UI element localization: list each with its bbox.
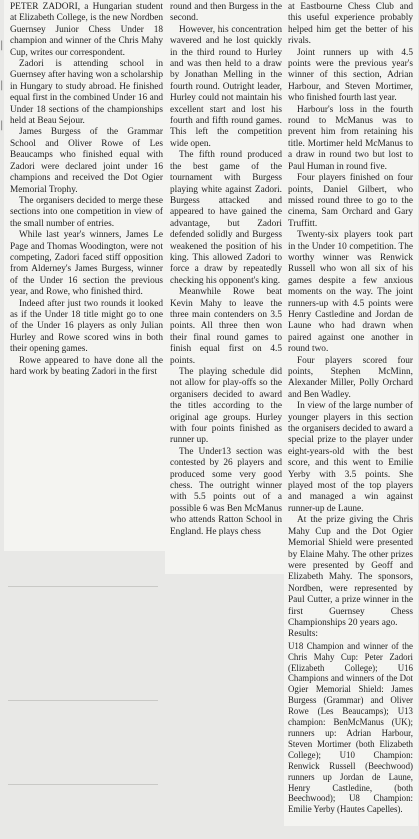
paragraph: Harbour's loss in the fourth round to McManus was to prevent him from retaining his title. Mortimer held McManus to a draw in round two but lost to Paul Human in round five. (288, 104, 413, 172)
paragraph: The fifth round produced the best game of the tournament with Burgess playing white against Zadori. Burgess attacked and appeared to have gained the advantage, but Zadori defended solidly and Burgess weakened the position of his king. This allowed Zadori to force a draw by repeatedly checking his opponent's king. (170, 150, 282, 286)
lead-paragraph: PETER ZADORI, a Hungarian student at Elizabeth College, is the new Nordben Guernsey Junior Chess Under 18 champion and winner of the Chris Mahy Cup, writes our correspondent. (10, 2, 163, 58)
article-column-2 (165, 0, 285, 574)
results-heading: Results: (288, 629, 318, 640)
margin-mark: | (0, 40, 4, 51)
paragraph: round and then Burgess in the second. (170, 2, 282, 24)
paragraph: Zadori is attending school in Guernsey after having won a scholarship in Hungary to study abroad. He finished equal first in the combined Under 16 and Under 18 sections of the championships held at Beau Sejour. (10, 59, 163, 127)
paragraph: Four players finished on four points, Daniel Gilbert, who missed round three to go to the cinema, Sam Orchard and Gary Truffitt. (288, 173, 413, 229)
margin-mark: | (0, 120, 4, 131)
paragraph: The playing schedule did not allow for play-offs so the organisers decided to award the titles according to the original age groups. Hurley with four points finished as runner up. (170, 367, 282, 446)
paragraph: While last year's winners, James Le Page and Thomas Woodington, were not competing, Zadori faced stiff opposition from Alderney's James Burgess, winner of the Under 16 section the previous year, and Rowe, who finished third. (10, 230, 163, 298)
paragraph: In view of the large number of younger players in this section the organisers decided to award a special prize to the player under eight-years-old with the best score, and this went to Emilie Yerby with 3.5 points. She played most of the top players and managed a win against runner-up de Laune. (288, 401, 413, 514)
scan-crease-line (8, 586, 158, 587)
paragraph: However, his concentration wavered and he lost quickly in the third round to Hurley and was then held to a draw by Jonathan Melling in the fourth round. Outright leader, Hurley could not maintain his excellent start and lost his fourth and fifth round games. This left the competition wide open. (170, 24, 282, 149)
paragraph: Joint runners up with 4.5 points were the previous year's winner of this section, Adrian Harbour, and Steven Mortimer, who finished fourth last year. (288, 47, 413, 104)
paragraph: At the prize giving the Chris Mahy Cup and the Dot Ogier Memorial Shield were presented by Elaine Mahy. The other prizes were presented by Geoff and Elizabeth Mahy. The sponsors, Nordben, were represented by Paul Cutter, a prize winner in the first Guernsey Chess Championships 20 years ago. (288, 515, 413, 628)
paragraph: Rowe appeared to have done all the hard work by beating Zadori in the first (10, 355, 163, 377)
paragraph: Twenty-six players took part in the Under 10 competition. The worthy winner was Renwick Russell who won all six of his games despite a few anxious moments on the way. The joint runners-up with 4.5 points were Henry Castledine and Jordan de Laune who had drawn when paired against one another in round two. (288, 230, 413, 355)
article-column-1 (4, 0, 168, 551)
paragraph: Indeed after just two rounds it looked as if the Under 18 title might go to one of the Under 16 players as only Julian Hurley and Rowe scored wins in both their opening games. (10, 298, 163, 355)
article-column-3 (284, 0, 418, 826)
paragraph: Meanwhile Rowe beat Kevin Mahy to leave the three main contenders on 3.5 points. All three then won their final round games to finish equal first on 4.5 points. (170, 287, 282, 366)
results-list: U18 Champion and winner of the Chris Mahy Cup: Peter Zadori (Elizabeth College); U16 Champions and winners of the Dot Ogier Memorial Shield: James Burgess (Grammar) and Oliver Rowe (Les Beaucamps); U13 champion: BenMcManus (UK); runners up: Adrian Harbour, Steven Mortimer (both Elizabeth College); U10 Champion: Renwick Russell (Beechwood) runners up Jordan de Laune, Henry Castledine, (both Beechwood); U8 Champion: Emilie Yerby (Hautes Capelles). (288, 640, 413, 815)
scan-crease-line (8, 700, 158, 701)
paragraph: The Under13 section was contested by 26 players and produced some very good chess. The outright winner with 5.5 points out of a possible 6 was Ben McManus who attends Ratton School in England. He plays chess (170, 446, 282, 537)
margin-mark: | (0, 80, 4, 91)
paragraph: The organisers decided to merge these sections into one competition in view of the small number of entries. (10, 195, 163, 229)
paragraph: Four players scored four points, Stephen McMinn, Alexander Miller, Polly Orchard and Ben Wadley. (288, 355, 413, 400)
scan-crease-line (8, 784, 158, 785)
paragraph: at Eastbourne Chess Club and this useful experience probably helped him get the better of his rivals. (288, 2, 413, 47)
paragraph: James Burgess of the Grammar School and Oliver Rowe of Les Beaucamps who finished equal with Zadori were declared joint under 16 champions and received the Dot Ogier Memorial Trophy. (10, 127, 163, 195)
